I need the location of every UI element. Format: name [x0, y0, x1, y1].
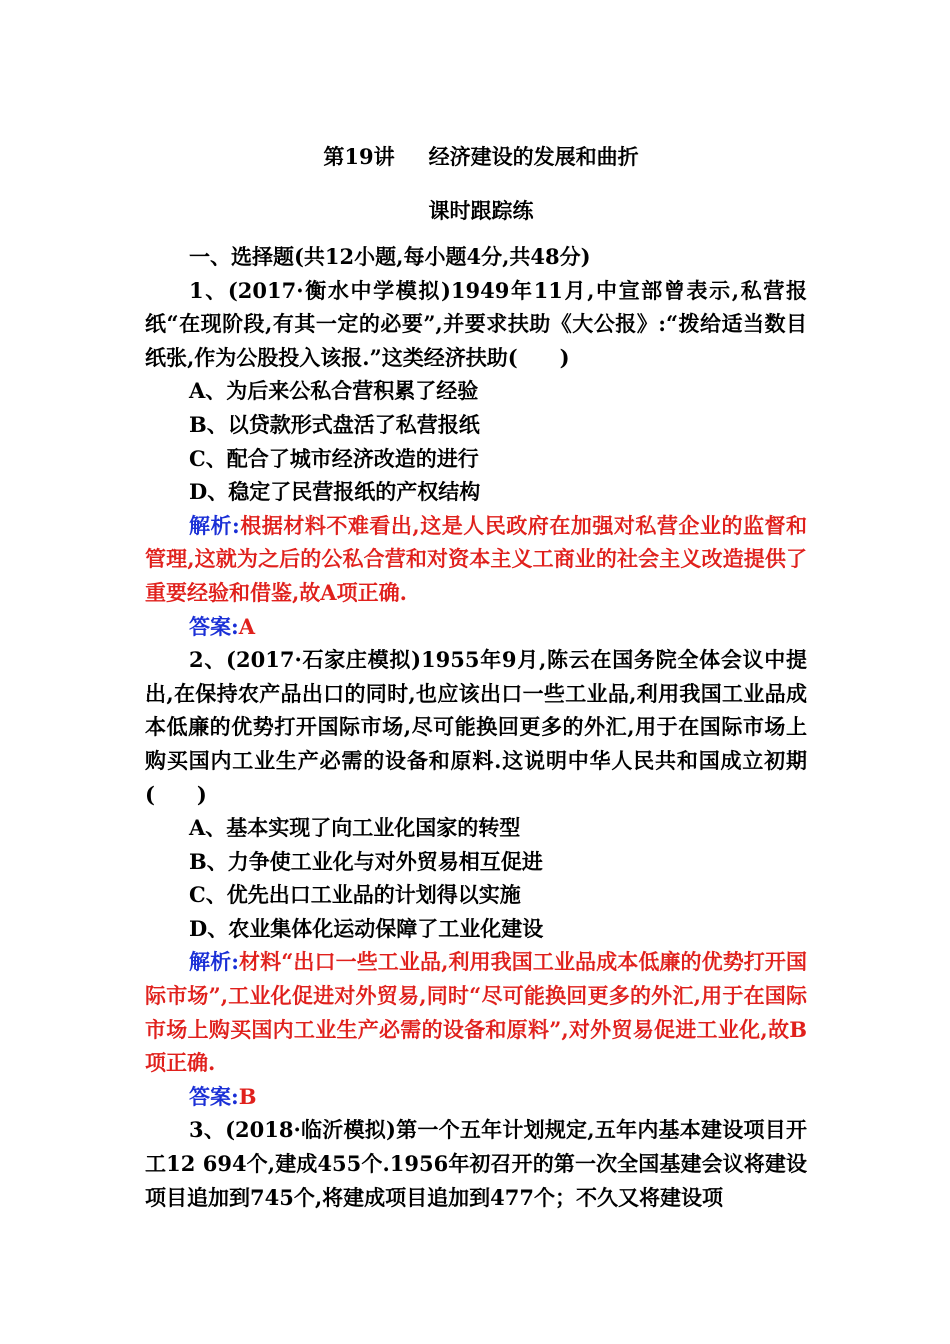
section-heading: 一、选择题(共12小题,每小题4分,共48分): [189, 244, 591, 269]
option-b: B、力争使工业化与对外贸易相互促进: [189, 848, 543, 874]
lecture-title: [145, 140, 807, 174]
analysis-text: 材料“出口一些工业品,利用我国工业品成本低廉的优势打开国际市场”,工业化促进对外贸易,同时“尽可能换回更多的外汇,用于在国际市场上购买国内工业生产必需的设备和原料”,对外贸易促进工业化,故B项正确.: [145, 949, 807, 1076]
answer-label: 答案:: [189, 613, 239, 639]
question-stem: 3、(2018·临沂模拟)第一个五年计划规定,五年内基本建设项目开工12 694个,建成455个.1956年初召开的第一次全国基建会议将建设项目追加到745个,将建成项目追加到477个；不久又将建设项: [145, 1117, 807, 1210]
analysis: [145, 509, 807, 610]
document-page: [145, 140, 807, 1214]
answer: [145, 610, 807, 644]
question-1: [145, 274, 807, 644]
answer-value: B: [238, 1083, 257, 1109]
option-d: D、农业集体化运动保障了工业化建设: [189, 915, 544, 941]
analysis-text: 根据材料不难看出,这是人民政府在加强对私营企业的监督和管理,这就为之后的公私合营和对资本主义工商业的社会主义改造提供了重要经验和借鉴,故A项正确.: [145, 512, 807, 605]
option-d: D、稳定了民营报纸的产权结构: [189, 479, 481, 505]
answer-label: 答案:: [189, 1083, 239, 1109]
question-3: [145, 1113, 807, 1214]
question-stem: 2、(2017·石家庄模拟)1955年9月,陈云在国务院全体会议中提出,在保持农产品出口的同时,也应该出口一些工业品,利用我国工业品成本低廉的优势打开国际市场,尽可能换回更多的外汇,用于在国际市场上购买国内工业生产必需的设备和原料.这说明中华人民共和国成立初期( ): [145, 647, 807, 807]
question-stem: 1、(2017·衡水中学模拟)1949年11月,中宣部曾表示,私营报纸“在现阶段,有其一定的必要”,并要求扶助《大公报》:“拨给适当数目纸张,作为公股投入该报.”这类经济扶助( ): [145, 277, 807, 370]
lecture-number: 第19讲: [323, 144, 395, 169]
analysis-label: 解析:: [189, 949, 239, 975]
answer-value: A: [238, 613, 256, 639]
analysis: [145, 945, 807, 1079]
lecture-topic: 经济建设的发展和曲折: [428, 144, 639, 169]
question-2: [145, 643, 807, 1113]
answer: [145, 1080, 807, 1114]
option-b: B、以贷款形式盘活了私营报纸: [189, 411, 480, 437]
option-a: A、为后来公私合营积累了经验: [189, 378, 479, 404]
analysis-label: 解析:: [189, 512, 240, 538]
option-c: C、配合了城市经济改造的进行: [189, 445, 479, 471]
option-a: A、基本实现了向工业化国家的转型: [189, 815, 521, 841]
section-subtitle: 课时跟踪练: [428, 198, 534, 223]
option-c: C、优先出口工业品的计划得以实施: [189, 882, 521, 908]
